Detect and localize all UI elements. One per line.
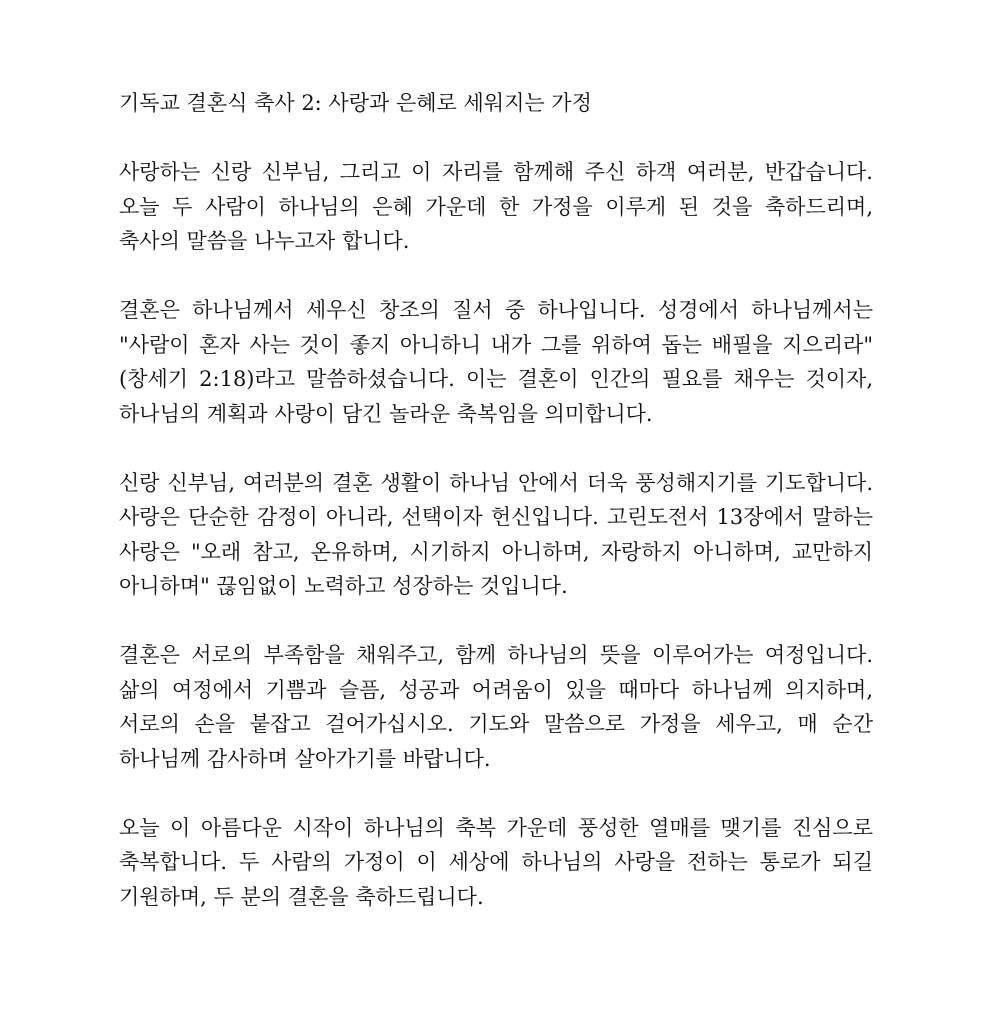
paragraph-journey: 결혼은 서로의 부족함을 채워주고, 함께 하나님의 뜻을 이루어가는 여정입니다. 삶의 여정에서 기쁨과 슬픔, 성공과 어려움이 있을 때마다 하나님께 의지하며, 서로의 손을 붙잡고 걸어가십시오. 기도와 말씀으로 가정을 세우고, 매 순간 하나님께 감사하며 살아가기를 바랍니다. (119, 643, 873, 771)
paragraph-blessing: 오늘 이 아름다운 시작이 하나님의 축복 가운데 풍성한 열매를 맺기를 진심으로 축복합니다. 두 사람의 가정이 이 세상에 하나님의 사랑을 전하는 통로가 되길 기원하며, 두 분의 결혼을 축하드립니다. (119, 815, 873, 909)
document-title: 기독교 결혼식 축사 2: 사랑과 은혜로 세워지는 가정 (119, 91, 592, 115)
document-body (119, 86, 873, 949)
paragraph-greeting: 사랑하는 신랑 신부님, 그리고 이 자리를 함께해 주신 하객 여러분, 반갑습니다. 오늘 두 사람이 하나님의 은혜 가운데 한 가정을 이루게 된 것을 축하드리며, 축사의 말씀을 나누고자 합니다. (119, 160, 873, 253)
paragraph-love-commitment: 신랑 신부님, 여러분의 결혼 생활이 하나님 안에서 더욱 풍성해지기를 기도합니다. 사랑은 단순한 감정이 아니라, 선택이자 헌신입니다. 고린도전서 13장에서 말하는 사랑은 "오래 참고, 온유하며, 시기하지 아니하며, 자랑하지 아니하며, 교만하지 아니하며" 끊임없이 노력하고 성장하는 것입니다. (119, 470, 873, 598)
paragraph-creation-order: 결혼은 하나님께서 세우신 창조의 질서 중 하나입니다. 성경에서 하나님께서는 "사람이 혼자 사는 것이 좋지 아니하니 내가 그를 위하여 돕는 배필을 지으리라" (창세기 2:18)라고 말씀하셨습니다. 이는 결혼이 인간의 필요를 채우는 것이자, 하나님의 계획과 사랑이 담긴 놀라운 축복임을 의미합니다. (119, 298, 873, 426)
